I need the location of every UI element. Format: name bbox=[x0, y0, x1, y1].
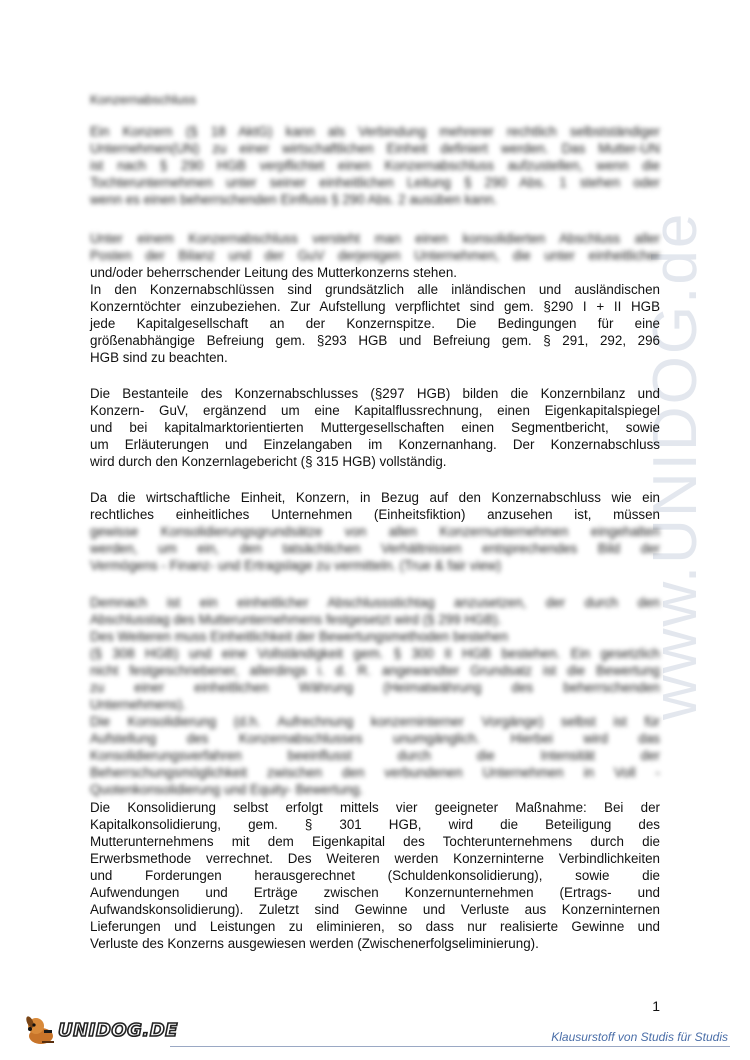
document-title: Konzernabschluss bbox=[90, 92, 197, 107]
text-line: Erwerbsmethode verrechnet. Des Weiteren werden Konzerninterne Verbindlichkeiten bbox=[90, 851, 660, 866]
footer-tagline: Klausurstoff von Studis für Studis bbox=[551, 1030, 728, 1044]
dog-mascot-icon bbox=[24, 1012, 58, 1046]
text-line: Kapitalkonsolidierung, gem. § 301 HGB, wird die Beteiligung des bbox=[90, 817, 660, 832]
text-line: In den Konzernabschlüssen sind grundsätzlich alle inländischen und ausländischen bbox=[90, 282, 660, 297]
text-line: Konsolidierungsverfahren beeinflusst durch die Intensität der bbox=[90, 748, 660, 763]
text-line: Die Bestanteile des Konzernabschlusses (§297 HGB) bilden die Konzernbilanz und bbox=[90, 386, 660, 401]
logo-text: UNIDOG.DE bbox=[58, 1020, 178, 1041]
text-line: Unternehmen(UN) zu einer wirtschaftlichen Einheit definiert werden. Das Mutter-UN bbox=[90, 141, 660, 156]
text-line: Verluste des Konzerns ausgewiesen werden (Zwischenerfolgseliminierung). bbox=[90, 936, 539, 951]
text-line: Unter einem Konzernabschluss versteht man einen konsolidierten Abschluss aller bbox=[90, 231, 660, 246]
text-line: um Erläuterungen und Einzelangaben im Konzernanhang. Der Konzernabschluss bbox=[90, 437, 660, 452]
text-line: Tochterunternehmen unter seiner einheitlichen Leitung § 290 Abs. 1 stehen oder bbox=[90, 175, 660, 190]
text-line: Die Konsolidierung selbst erfolgt mittels vier geeigneter Maßnahme: Bei der bbox=[90, 800, 660, 815]
text-line: gewisse Konsolidierungsgrundsätze von allen Konzernunternehmen eingehalten bbox=[90, 524, 660, 539]
text-line: Konzern- GuV, ergänzend um eine Kapitalflussrechnung, einen Eigenkapitalspiegel bbox=[90, 403, 660, 418]
watermark: www.UNIDOG.de bbox=[641, 211, 710, 720]
text-line: (§ 308 HGB) und eine Vollständigkeit gem. § 300 II HGB bestehen. Ein gesetzlich bbox=[90, 646, 660, 661]
text-line: Abschlusstag des Mutterunternehmens festgesetzt wird (§ 299 HGB). bbox=[90, 612, 502, 627]
text-line: Konzerntöchter einzubeziehen. Zur Aufstellung verpflichtet sind gem. §290 I + II HGB bbox=[90, 299, 660, 314]
text-line: Demnach ist ein einheitlicher Abschlussstichtag anzusetzen, der durch den bbox=[90, 595, 660, 610]
text-line: Beherrschungsmöglichkeit zwischen den verbundenen Unternehmen in Voll - bbox=[90, 765, 660, 780]
text-line: Aufwandskonsolidierung). Zuletzt sind Gewinne und Verluste aus Konzerninternen bbox=[90, 902, 660, 917]
text-line: Unternehmens). bbox=[90, 697, 187, 712]
text-line: Aufstellung des Konzernabschlusses unumgänglich. Hierbei wird das bbox=[90, 731, 660, 746]
text-line: zu einer einheitlichen Währung (Heimatwährung des beherrschenden bbox=[90, 680, 660, 695]
text-line: Des Weiteren muss Einheitlichkeit der Bewertungsmethoden bestehen bbox=[90, 629, 509, 644]
text-line: ist nach § 290 HGB verpflichtet einen Konzernabschluss aufzustellen, wenn die bbox=[90, 158, 660, 173]
text-line: Aufwendungen und Erträge zwischen Konzernunternehmen (Ertrags- und bbox=[90, 885, 660, 900]
text-line: Mutterunternehmens mit dem Eigenkapital des Tochterunternehmens durch die bbox=[90, 834, 660, 849]
text-line: Vermögens - Finanz- und Ertragslage zu vermitteln. (True & fair view) bbox=[90, 558, 502, 573]
text-line: jede Kapitalgesellschaft an der Konzernspitze. Die Bedingungen für eine bbox=[90, 316, 660, 331]
text-line: HGB sind zu beachten. bbox=[90, 350, 228, 365]
text-line: Posten der Bilanz und der GuV derjenigen Unternehmen, die unter einheitlicher bbox=[90, 248, 660, 263]
page-number: 1 bbox=[652, 998, 660, 1014]
text-line: und/oder beherrschender Leitung des Mutterkonzerns stehen. bbox=[90, 265, 457, 280]
text-line: wird durch den Konzernlagebericht (§ 315 HGB) vollständig. bbox=[90, 454, 447, 469]
text-line: größenabhängige Befreiung gem. §293 HGB und Befreiung gem. § 291, 292, 296 bbox=[90, 333, 660, 348]
text-line: rechtliches einheitliches Unternehmen (Einheitsfiktion) anzusehen ist, müssen bbox=[90, 507, 660, 522]
text-line: wenn es einen beherrschenden Einfluss § 290 Abs. 2 ausüben kann. bbox=[90, 192, 498, 207]
footer-divider bbox=[170, 1046, 730, 1047]
text-line: Die Konsolidierung (d.h. Aufrechnung konzerninterner Vorgänge) selbst ist für bbox=[90, 714, 660, 729]
text-line: Ein Konzern (§ 18 AktG) kann als Verbindung mehrerer rechtlich selbstständiger bbox=[90, 124, 660, 139]
unidog-logo[interactable] bbox=[24, 1012, 178, 1052]
text-line: Da die wirtschaftliche Einheit, Konzern, in Bezug auf den Konzernabschluss wie ein bbox=[90, 490, 660, 505]
text-line: werden, um ein, den tatsächlichen Verhältnissen entsprechendes Bild der bbox=[90, 541, 660, 556]
text-line: nicht festgeschriebener, allerdings i. d. R. angewandter Grundsatz ist die Bewertung bbox=[90, 663, 660, 678]
text-line: Lieferungen und Leistungen zu eliminieren, so dass nur realisierte Gewinne und bbox=[90, 919, 660, 934]
text-line: Quotenkonsolidierung und Equity- Bewertung. bbox=[90, 782, 364, 797]
text-line: und Forderungen herausgerechnet (Schuldenkonsolidierung), sowie die bbox=[90, 868, 660, 883]
text-line: und bei kapitalmarktorientierten Muttergesellschaften einen Segmentbericht, sowie bbox=[90, 420, 660, 435]
